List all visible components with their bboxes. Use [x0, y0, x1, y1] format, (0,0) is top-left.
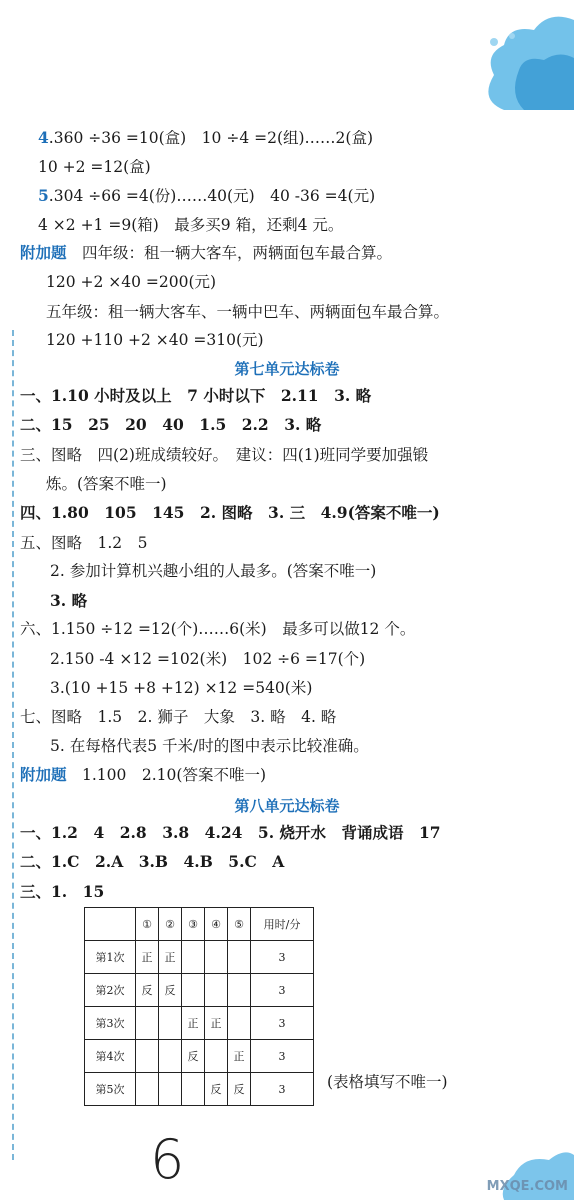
table-cell: [228, 974, 251, 1007]
table-cell: [205, 941, 228, 974]
unit7-line-7: 2. 参加计算机兴趣小组的人最多。(答案不唯一): [50, 562, 377, 580]
table-cell: [159, 1073, 182, 1106]
table-cell: 反: [159, 974, 182, 1007]
table-cell: [182, 1073, 205, 1106]
unit7-line-9: 六、1.150 ÷12 =12(个)……6(米) 最多可以做12 个。: [20, 620, 416, 638]
table-cell: 第5次: [85, 1073, 136, 1106]
table-cell: 3: [251, 1007, 314, 1040]
table-row: [85, 941, 314, 974]
unit7-line-12: 七、图略 1.5 2. 狮子 大象 3. 略 4. 略: [20, 708, 337, 726]
unit8-line-1: 一、1.2 4 2.8 3.8 4.24 5. 烧开水 背诵成语 17: [20, 823, 441, 842]
answer-line-2: 10 +2 =12(盒): [38, 158, 151, 176]
answer-line-1: 4.360 ÷36 =10(盒) 10 ÷4 =2(组)……2(盒): [38, 128, 374, 147]
table-header-cell: ②: [159, 908, 182, 941]
unit7-line-1: 一、1.10 小时及以上 7 小时以下 2.11 3. 略: [20, 386, 372, 405]
table-cell: 第2次: [85, 974, 136, 1007]
table-cell: 正: [159, 941, 182, 974]
coin-flip-table: [84, 907, 314, 1106]
table-cell: [182, 941, 205, 974]
binding-margin-line: [12, 330, 14, 1160]
table-cell: 反: [182, 1040, 205, 1073]
answer-line-6: 120 +2 ×40 =200(元): [46, 273, 217, 291]
unit7-line-3: 三、图略 四(2)班成绩较好。 建议：四(1)班同学要加强锻: [20, 446, 429, 464]
answer-line-7: 五年级：租一辆大客车、一辆中巴车、两辆面包车最合算。: [46, 303, 450, 321]
unit8-line-3: 三、1. 15: [20, 882, 105, 901]
table-cell: 反: [205, 1073, 228, 1106]
table-header-cell: ③: [182, 908, 205, 941]
unit7-line-11: 3.(10 +15 +8 +12) ×12 =540(米): [50, 679, 313, 697]
table-cell: [205, 1040, 228, 1073]
answer-line-4: 4 ×2 +1 =9(箱) 最多买9 箱，还剩4 元。: [38, 216, 344, 234]
table-header-cell: [85, 908, 136, 941]
table-cell: [136, 1040, 159, 1073]
table-header-cell: ⑤: [228, 908, 251, 941]
table-cell: 正: [205, 1007, 228, 1040]
table-header-cell: 用时/分: [251, 908, 314, 941]
unit8-title: 第八单元达标卷: [234, 797, 340, 815]
table-cell: 第4次: [85, 1040, 136, 1073]
table-cell: [136, 1007, 159, 1040]
unit8-line-2: 二、1.C 2.A 3.B 4.B 5.C A: [20, 852, 285, 871]
unit7-line-2: 二、15 25 20 40 1.5 2.2 3. 略: [20, 415, 322, 434]
table-cell: 第3次: [85, 1007, 136, 1040]
table-row: [85, 1007, 314, 1040]
table-header-cell: ①: [136, 908, 159, 941]
table-cell: 第1次: [85, 941, 136, 974]
corner-decoration-top: [464, 0, 574, 110]
answer-line-3: 5.304 ÷66 =4(份)……40(元) 40 -36 =4(元): [38, 186, 376, 205]
unit7-line-5: 四、1.80 105 145 2. 图略 3. 三 4.9(答案不唯一): [20, 503, 440, 522]
table-row: [85, 1073, 314, 1106]
table-cell: [205, 974, 228, 1007]
table-cell: [228, 1007, 251, 1040]
table-cell: 正: [136, 941, 159, 974]
watermark-logo: MXQE.COM: [486, 1179, 568, 1194]
unit7-extra-line: 附加题 1.100 2.10(答案不唯一): [20, 765, 266, 784]
table-row: [85, 1040, 314, 1073]
table-note: (表格填写不唯一): [327, 1073, 448, 1091]
unit7-line-4: 炼。(答案不唯一): [46, 475, 167, 493]
table-cell: 反: [136, 974, 159, 1007]
table-header-cell: ④: [205, 908, 228, 941]
table-header-row: [85, 908, 314, 941]
unit7-line-13: 5. 在每格代表5 千米/时的图中表示比较准确。: [50, 737, 369, 755]
table-row: [85, 974, 314, 1007]
table-cell: 正: [182, 1007, 205, 1040]
table-cell: [182, 974, 205, 1007]
table-cell: [159, 1040, 182, 1073]
table-cell: 3: [251, 974, 314, 1007]
table-cell: 3: [251, 941, 314, 974]
extra-question-line: 附加题 四年级：租一辆大客车，两辆面包车最合算。: [20, 243, 393, 262]
unit7-line-6: 五、图略 1.2 5: [20, 534, 148, 552]
table-cell: [159, 1007, 182, 1040]
answer-line-8: 120 +110 +2 ×40 =310(元): [46, 331, 264, 349]
unit7-line-10: 2.150 -4 ×12 =102(米) 102 ÷6 =17(个): [50, 650, 366, 668]
table-cell: 反: [228, 1073, 251, 1106]
table-cell: [228, 941, 251, 974]
table-cell: 3: [251, 1040, 314, 1073]
page-number: 6: [150, 1128, 185, 1191]
unit7-line-8: 3. 略: [50, 591, 88, 610]
table-cell: 3: [251, 1073, 314, 1106]
table-cell: [136, 1073, 159, 1106]
table-cell: 正: [228, 1040, 251, 1073]
unit7-title: 第七单元达标卷: [234, 360, 340, 378]
